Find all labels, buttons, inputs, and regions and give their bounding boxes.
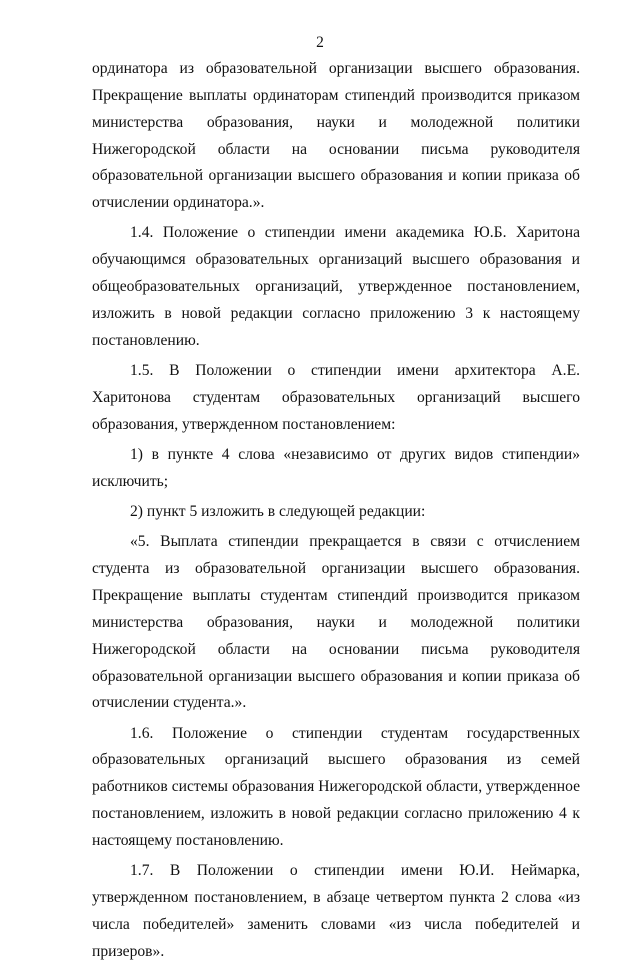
paragraph-1-4: 1.4. Положение о стипендии имени академика Ю.Б. Харитона обучающимся образовательных организаций высшего образования и общеобразовательных организаций, утвержденное постановлением, изложить в новой редакции согласно приложению 3 к настоящему постановлению.: [92, 224, 580, 349]
paragraph-quoted-item-5: «5. Выплата стипендии прекращается в связи с отчислением студента из образовательной организации высшего образования. Прекращение выплаты студентам стипендий производится приказом министерства образования, науки и молодежной политики Нижегородской области на основании письма руководителя образовательной организации высшего образования и копии приказа об отчислении студента.».: [92, 533, 580, 712]
paragraph-ordinator-continuation: ординатора из образовательной организации высшего образования. Прекращение выплаты ординаторам стипендий производится приказом министерства образования, науки и молодежной политики Нижегородской области на основании письма руководителя образовательной организации высшего образования и копии приказа об отчислении ординатора.».: [92, 60, 580, 212]
paragraph-1-5: 1.5. В Положении о стипендии имени архитектора А.Е. Харитонова студентам образовательных организаций высшего образования, утвержденном постановлением:: [92, 362, 580, 433]
page-number: 2: [316, 34, 324, 51]
body-text: [92, 56, 580, 966]
paragraph-1-5-item-2: 2) пункт 5 изложить в следующей редакции:: [130, 503, 426, 521]
paragraph-1-7: 1.7. В Положении о стипендии имени Ю.И. Неймарка, утвержденном постановлением, в абзаце четвертом пункта 2 слова «из числа победителей» заменить словами «из числа победителей и призеров».: [92, 862, 580, 960]
paragraph-1-5-item-1: 1) в пункте 4 слова «независимо от других видов стипендии» исключить;: [92, 445, 580, 490]
paragraph-1-6: 1.6. Положение о стипендии студентам государственных образовательных организаций высшего образования из семей работников системы образования Нижегородской области, утвержденное постановлением, изложить в новой редакции согласно приложению 4 к настоящему постановлению.: [92, 724, 580, 849]
